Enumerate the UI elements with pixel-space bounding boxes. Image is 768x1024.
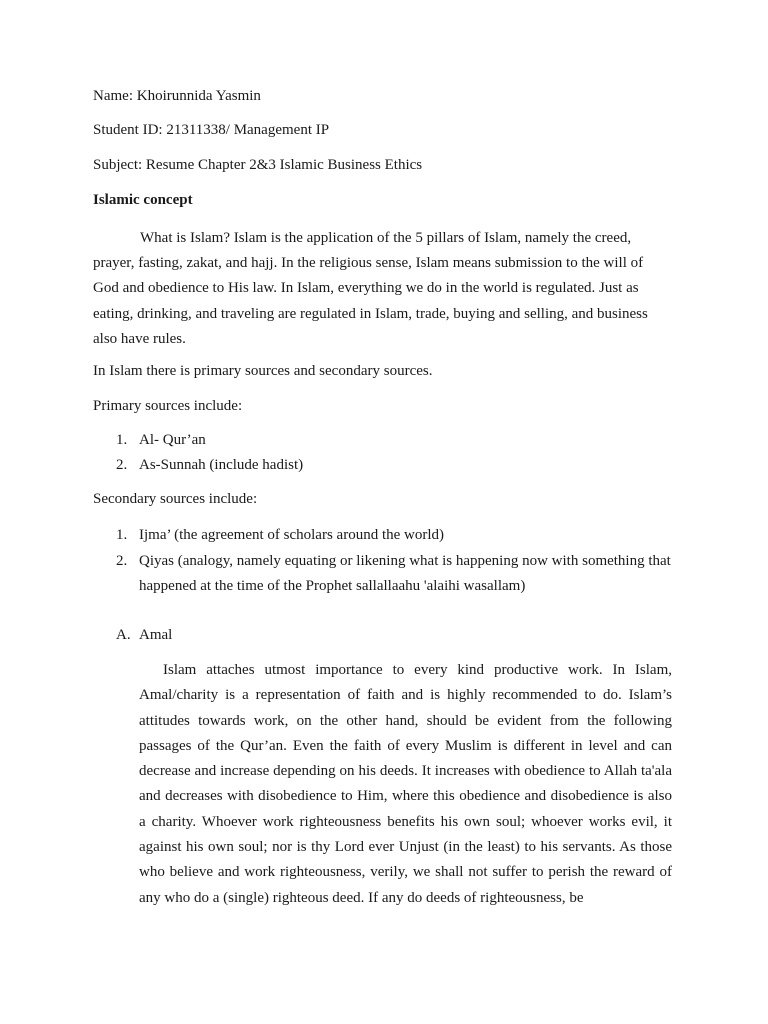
section-a-body: Islam attaches utmost importance to every kind productive work. In Islam, Amal/charity is a representation of faith and is highly recommended to do. Islam’s attitudes towards work, on the other hand, should be evident from the following passages of the Qur’an. Even the faith of every Muslim is different in level and can decrease and increase depending on his deeds. It increases with obedience to Allah ta'ala and decreases with disobedience to Him, where this obedience and disobedience is also a charity. Whoever work righteousness benefits his own soul; whoever works evil, it against his own soul; nor is thy Lord ever Unjust (in the least) to his servants. As those who believe and work righteousness, verily, we shall not suffer to perish the reward of any who do a (single) righteous deed. If any do deeds of righteousness, be bbox=[139, 662, 672, 906]
list-text: Qiyas (analogy, namely equating or likening what is happening now with something that happened at the time of the Prophet sallallaahu 'alaihi wasallam) bbox=[139, 553, 671, 594]
list-number: 1. bbox=[116, 527, 128, 543]
list-number: 2. bbox=[116, 457, 128, 473]
primary-list-item bbox=[116, 453, 676, 478]
secondary-list-item bbox=[116, 523, 676, 548]
list-number: 2. bbox=[116, 553, 128, 569]
section-letter: A. bbox=[116, 627, 131, 643]
secondary-heading: Secondary sources include: bbox=[93, 491, 258, 507]
list-text: Al- Qur’an bbox=[139, 432, 206, 448]
primary-heading: Primary sources include: bbox=[93, 398, 243, 414]
subject-line: Subject: Resume Chapter 2&3 Islamic Business Ethics bbox=[93, 157, 423, 173]
student-id: Student ID: 21311338/ Management IP bbox=[93, 122, 330, 138]
secondary-list-item bbox=[116, 549, 676, 599]
list-number: 1. bbox=[116, 432, 128, 448]
section-a-heading bbox=[116, 627, 172, 644]
primary-list-item bbox=[116, 428, 676, 453]
intro-paragraph: What is Islam? Islam is the application of the 5 pillars of Islam, namely the creed, prayer, fasting, zakat, and hajj. In the religious sense, Islam means submission to the will of God and obedience to His law. In Islam, everything we do in the world is regulated. Just as eating, drinking, and traveling are regulated in Islam, trade, buying and selling, and business also have rules. bbox=[93, 230, 648, 347]
section-a-title: Amal bbox=[139, 627, 173, 643]
section-title: Islamic concept bbox=[93, 192, 193, 208]
list-text: Ijma’ (the agreement of scholars around the world) bbox=[139, 527, 445, 543]
sources-sentence: In Islam there is primary sources and secondary sources. bbox=[93, 363, 433, 379]
student-name: Name: Khoirunnida Yasmin bbox=[93, 88, 261, 104]
list-text: As-Sunnah (include hadist) bbox=[139, 457, 304, 473]
